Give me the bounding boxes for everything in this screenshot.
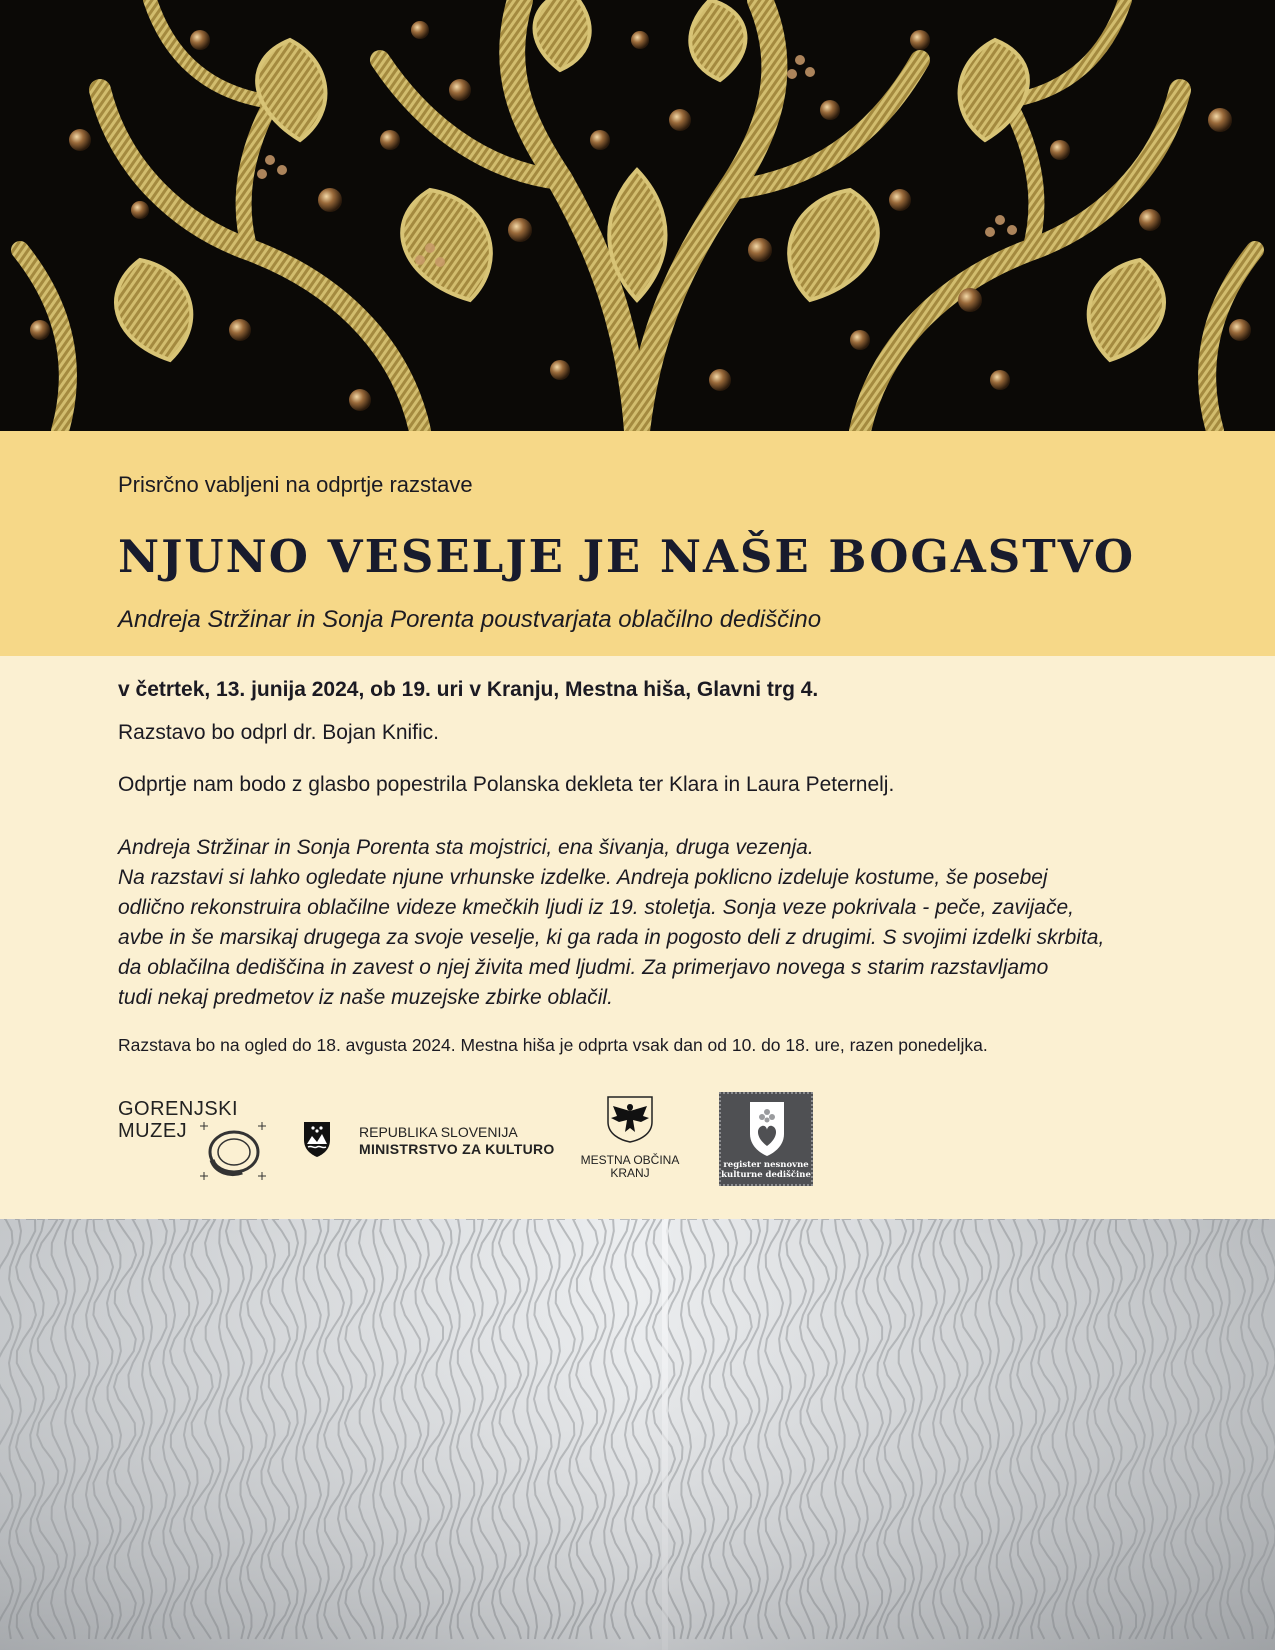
- linen-pleats-photo: [0, 1219, 1275, 1650]
- description-line: avbe in še marsikaj drugega za svoje veselje, ki ga rada in pogosto deli z drugimi. S svojimi izdelki skrbita,: [118, 926, 1105, 949]
- gm-line1: GORENJSKI: [118, 1098, 239, 1120]
- kr-line1: MESTNA OBČINA: [580, 1153, 680, 1167]
- kr-line2: KRANJ: [610, 1166, 650, 1180]
- brooch-icon: [200, 1122, 266, 1180]
- gm-line2: MUZEJ: [118, 1120, 188, 1142]
- reg-line1: register nesnovne: [723, 1160, 809, 1170]
- description-line: da oblačilna dediščina in zavest o njej živita med ljudmi. Za primerjavo novega s starim razstavljamo: [118, 956, 1049, 979]
- embroidery-photo: [0, 0, 1275, 431]
- reg-line2: kulturne dediščine: [721, 1170, 811, 1180]
- exhibition-title: NJUNO VESELJE JE NAŠE BOGASTVO: [118, 530, 1136, 583]
- ms-line1: REPUBLIKA SLOVENIJA: [359, 1124, 518, 1140]
- description-line: odlično rekonstruira oblačilne videze kmečkih ljudi iz 19. stoletja. Sonja veze pokrivala - peče, zavijače,: [118, 896, 1074, 919]
- description-line: Andreja Stržinar in Sonja Porenta sta mojstrici, ena šivanja, druga vezenja.: [118, 836, 814, 859]
- description: [118, 833, 1158, 1013]
- eagle-crest-icon: [605, 1094, 655, 1144]
- slovenia-crest-icon: [302, 1120, 332, 1158]
- kranj-logo: [568, 1094, 692, 1189]
- ms-line2: MINISTRSTVO ZA KULTURO: [359, 1141, 555, 1157]
- register-logo: [719, 1092, 813, 1186]
- opener-text: Razstavo bo odprl dr. Bojan Knific.: [118, 721, 440, 744]
- event-datetime: v četrtek, 13. junija 2024, ob 19. uri v Kranju, Mestna hiša, Glavni trg 4.: [118, 678, 819, 701]
- description-line: tudi nekaj predmetov iz naše muzejske zbirke oblačil.: [118, 986, 613, 1009]
- ministrstvo-logo: [302, 1120, 555, 1160]
- heart-shield-icon: [748, 1100, 786, 1158]
- gorenjski-muzej-logo: [118, 1098, 268, 1180]
- description-line: Na razstavi si lahko ogledate njune vrhunske izdelke. Andreja poklicno izdeluje kostume, še posebej: [118, 866, 1048, 889]
- invitation-text: Prisrčno vabljeni na odprtje razstave: [118, 472, 473, 497]
- exhibition-subtitle: Andreja Stržinar in Sonja Porenta poustvarjata oblačilno dediščino: [118, 606, 822, 633]
- opening-hours: Razstava bo na ogled do 18. avgusta 2024. Mestna hiša je odprta vsak dan od 10. do 18. ure, razen ponedeljka.: [118, 1035, 988, 1055]
- music-text: Odprtje nam bodo z glasbo popestrila Polanska dekleta ter Klara in Laura Peternelj.: [118, 773, 895, 796]
